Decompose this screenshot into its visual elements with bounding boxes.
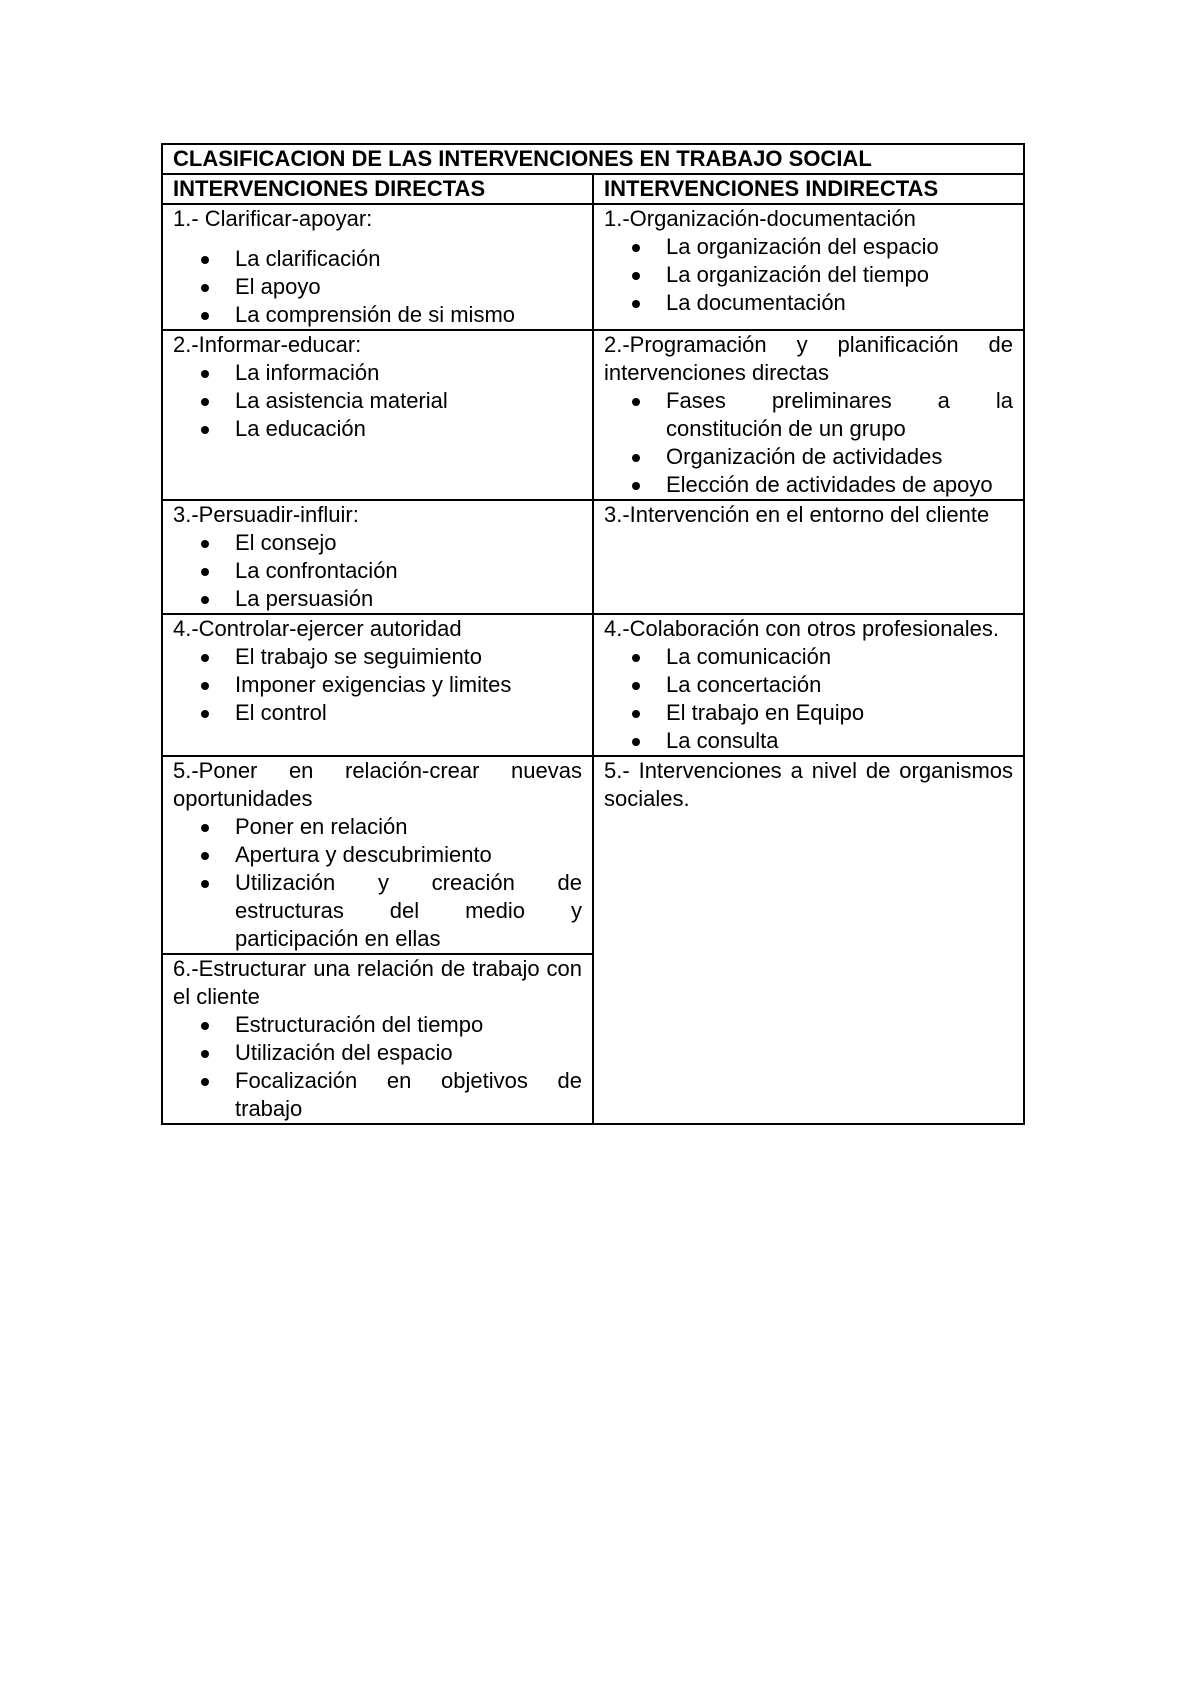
list-item: La consulta — [666, 727, 1013, 755]
list-item: Imponer exigencias y limites — [235, 671, 582, 699]
cell-heading: 5.- Intervenciones a nivel de organismos sociales. — [604, 758, 1014, 811]
list-item: Elección de actividades de apoyo — [666, 471, 1013, 499]
list-item: La comunicación — [666, 643, 1013, 671]
bullet-list — [604, 643, 1013, 755]
list-item: La confrontación — [235, 557, 582, 585]
table-title-row — [162, 144, 1024, 174]
column-header-indirectas: INTERVENCIONES INDIRECTAS — [593, 174, 1024, 204]
directa-cell — [162, 500, 593, 614]
directa-cell — [162, 614, 593, 756]
list-item: La comprensión de si mismo — [235, 301, 582, 329]
table-row — [162, 756, 1024, 954]
bullet-list — [173, 245, 582, 329]
cell-heading: 5.-Poner en relación-crear nuevas oportunidades — [173, 758, 582, 811]
cell-heading: 1.-Organización-documentación — [604, 206, 916, 231]
list-item: Apertura y descubrimiento — [235, 841, 582, 869]
list-item: Utilización y creación de estructuras del medio y participación en ellas — [235, 870, 582, 951]
list-item: La educación — [235, 415, 582, 443]
cell-heading: 1.- Clarificar-apoyar: — [173, 206, 373, 231]
list-item: El apoyo — [235, 273, 582, 301]
table-row — [162, 614, 1024, 756]
table-row — [162, 204, 1024, 330]
list-item: Focalización en objetivos de trabajo — [235, 1068, 582, 1121]
cell-heading: 3.-Intervención en el entorno del cliente — [604, 502, 990, 527]
list-item: Utilización del espacio — [235, 1039, 582, 1067]
list-item: El trabajo se seguimiento — [235, 643, 582, 671]
list-item: El control — [235, 699, 582, 727]
cell-heading: 2.-Programación y planificación de intervenciones directas — [604, 332, 1014, 385]
list-item: La documentación — [666, 289, 1013, 317]
bullet-list — [173, 813, 582, 953]
bullet-list — [604, 233, 1013, 317]
list-item: El consejo — [235, 529, 582, 557]
bullet-list — [173, 529, 582, 613]
list-item: La información — [235, 359, 582, 387]
list-item: Organización de actividades — [666, 443, 1013, 471]
list-item: El trabajo en Equipo — [666, 699, 1013, 727]
indirecta-cell — [593, 500, 1024, 614]
bullet-list — [173, 359, 582, 443]
list-item: Estructuración del tiempo — [235, 1011, 582, 1039]
table-row — [162, 330, 1024, 500]
cell-heading: 2.-Informar-educar: — [173, 332, 362, 357]
list-item: Poner en relación — [235, 813, 582, 841]
indirecta-cell — [593, 614, 1024, 756]
cell-heading: 6.-Estructurar una relación de trabajo con el cliente — [173, 956, 582, 1009]
list-item: La asistencia material — [235, 387, 582, 415]
bullet-list — [173, 1011, 582, 1123]
indirecta-cell — [593, 756, 1024, 1124]
indirecta-cell — [593, 204, 1024, 330]
directa-cell — [162, 330, 593, 500]
list-item: La organización del espacio — [666, 233, 1013, 261]
column-header-directas: INTERVENCIONES DIRECTAS — [162, 174, 593, 204]
table-header-row — [162, 174, 1024, 204]
list-item: La persuasión — [235, 585, 582, 613]
list-item: Fases preliminares a la constitución de un grupo — [666, 388, 1014, 441]
directa-cell — [162, 756, 593, 954]
list-item: La concertación — [666, 671, 1013, 699]
bullet-list — [173, 643, 582, 727]
list-item: La clarificación — [235, 245, 582, 273]
classification-table — [161, 143, 1025, 1125]
indirecta-cell — [593, 330, 1024, 500]
bullet-list — [604, 387, 1013, 499]
cell-heading: 4.-Controlar-ejercer autoridad — [173, 616, 462, 641]
cell-heading: 4.-Colaboración con otros profesionales. — [604, 616, 1000, 641]
table-row — [162, 500, 1024, 614]
cell-heading: 3.-Persuadir-influir: — [173, 502, 359, 527]
table-title: CLASIFICACION DE LAS INTERVENCIONES EN TRABAJO SOCIAL — [162, 144, 1024, 174]
list-item: La organización del tiempo — [666, 261, 1013, 289]
directa-cell — [162, 954, 593, 1124]
directa-cell — [162, 204, 593, 330]
